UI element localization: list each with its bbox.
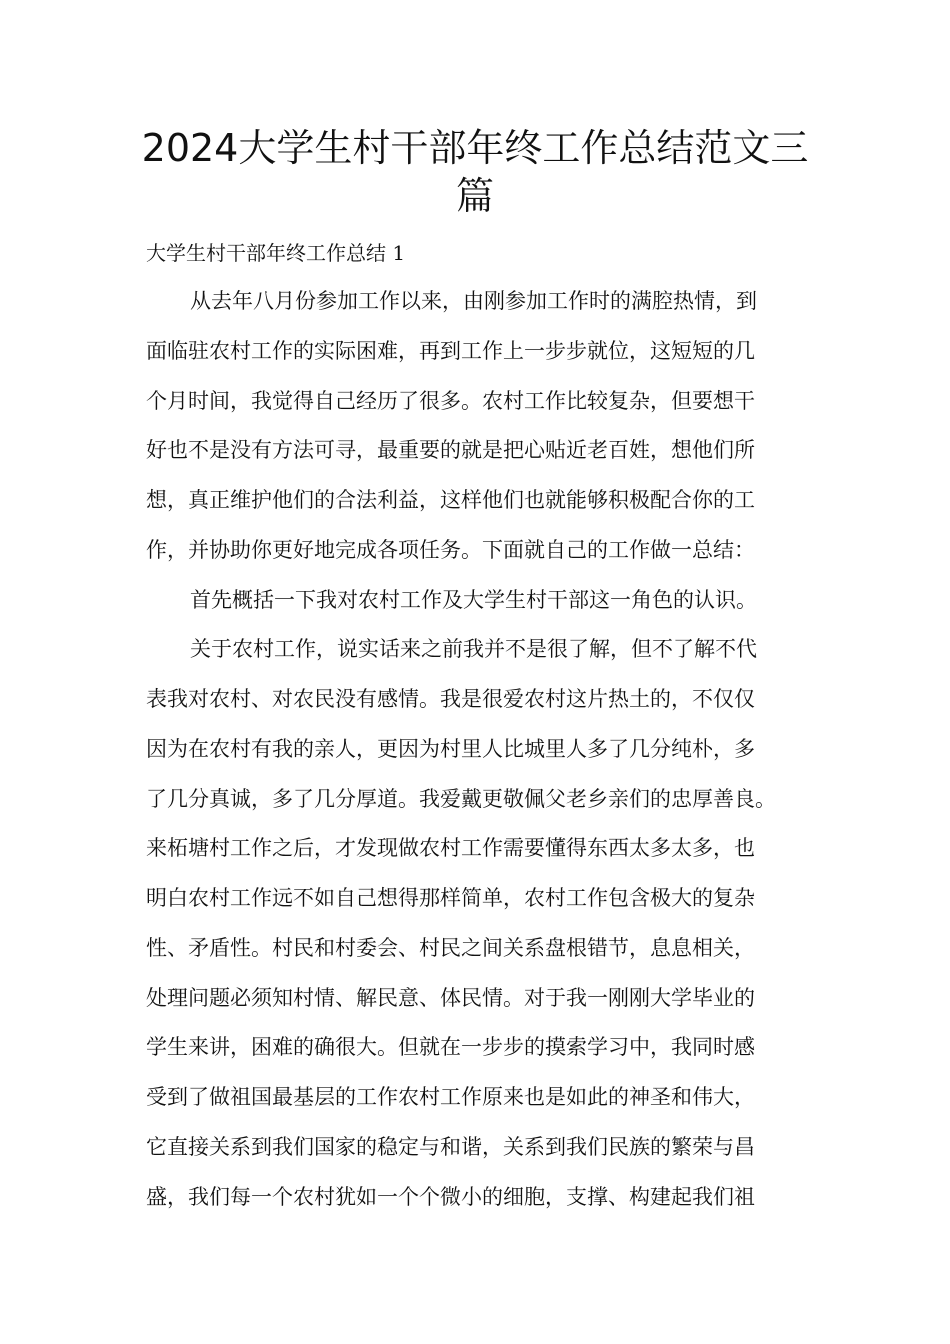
- document-title: 2024大学生村干部年终工作总结范文三篇: [141, 126, 809, 218]
- paragraph-line: 处理问题必须知村情、解民意、体民情。对于我一刚刚大学毕业的: [146, 986, 755, 1010]
- paragraph-line: 了几分真诚，多了几分厚道。我爱戴更敬佩父老乡亲们的忠厚善良。: [146, 787, 776, 811]
- paragraph-line: 来柘塘村工作之后，才发现做农村工作需要懂得东西太多太多，也: [146, 836, 755, 860]
- paragraph-line: 面临驻农村工作的实际困难，再到工作上一步步就位，这短短的几: [146, 339, 755, 363]
- section-heading: 大学生村干部年终工作总结 1: [146, 241, 406, 265]
- paragraph-line: 盛，我们每一个农村犹如一个个微小的细胞，支撑、构建起我们祖: [146, 1185, 755, 1209]
- paragraph-line: 作，并协助你更好地完成各项任务。下面就自己的工作做一总结：: [146, 538, 755, 562]
- paragraph-line: 从去年八月份参加工作以来，由刚参加工作时的满腔热情，到: [190, 289, 757, 313]
- paragraph-line: 性、矛盾性。村民和村委会、村民之间关系盘根错节，息息相关，: [146, 936, 755, 960]
- paragraph-line: 想，真正维护他们的合法利益，这样他们也就能够积极配合你的工: [146, 488, 755, 512]
- paragraph-line: 因为在农村有我的亲人，更因为村里人比城里人多了几分纯朴，多: [146, 737, 755, 761]
- paragraph-line: 关于农村工作，说实话来之前我并不是很了解，但不了解不代: [190, 637, 757, 661]
- paragraph-line: 学生来讲，困难的确很大。但就在一步步的摸索学习中，我同时感: [146, 1035, 755, 1059]
- paragraph-line: 它直接关系到我们国家的稳定与和谐，关系到我们民族的繁荣与昌: [146, 1135, 755, 1159]
- paragraph-line: 表我对农村、对农民没有感情。我是很爱农村这片热土的，不仅仅: [146, 687, 755, 711]
- paragraph-line: 个月时间，我觉得自己经历了很多。农村工作比较复杂，但要想干: [146, 389, 755, 413]
- paragraph-line: 首先概括一下我对农村工作及大学生村干部这一角色的认识。: [190, 588, 757, 612]
- paragraph-line: 受到了做祖国最基层的工作农村工作原来也是如此的神圣和伟大，: [146, 1085, 755, 1109]
- paragraph-line: 好也不是没有方法可寻，最重要的就是把心贴近老百姓，想他们所: [146, 438, 755, 462]
- paragraph-line: 明白农村工作远不如自己想得那样简单，农村工作包含极大的复杂: [146, 886, 755, 910]
